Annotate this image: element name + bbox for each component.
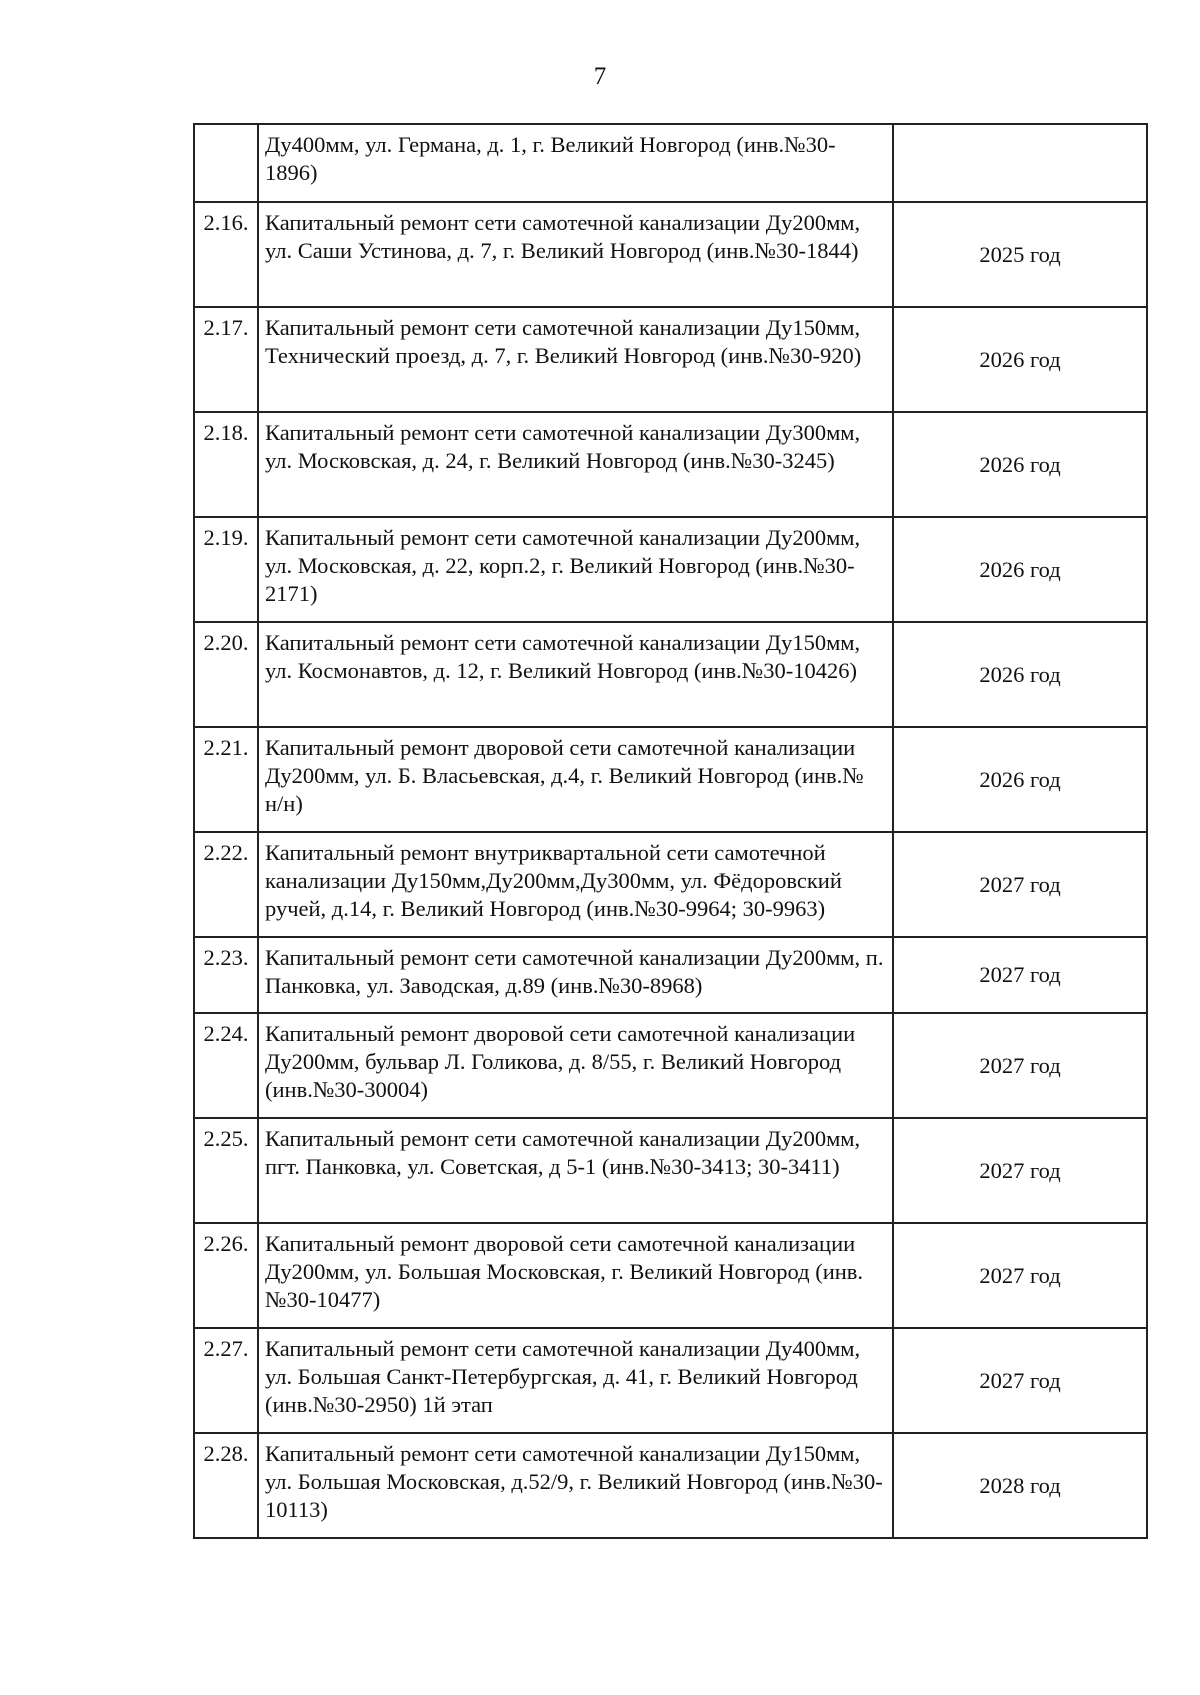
row-description: Капитальный ремонт сети самотечной канализации Ду200мм, ул. Саши Устинова, д. 7, г. Великий Новгород (инв.№30-1844) [258, 202, 893, 307]
row-year: 2027 год [893, 937, 1147, 1013]
row-description: Капитальный ремонт сети самотечной канализации Ду300мм, ул. Московская, д. 24, г. Великий Новгород (инв.№30-3245) [258, 412, 893, 517]
row-year: 2027 год [893, 1118, 1147, 1223]
row-description: Капитальный ремонт сети самотечной канализации Ду200мм, ул. Московская, д. 22, корп.2, г. Великий Новгород (инв.№30-2171) [258, 517, 893, 622]
row-year: 2027 год [893, 1013, 1147, 1118]
row-number: 2.28. [194, 1433, 258, 1538]
row-description: Капитальный ремонт сети самотечной канализации Ду200мм, п. Панковка, ул. Заводская, д.89 (инв.№30-8968) [258, 937, 893, 1013]
row-number: 2.17. [194, 307, 258, 412]
table-row [194, 1433, 1147, 1538]
table-row [194, 1013, 1147, 1118]
row-description: Капитальный ремонт сети самотечной канализации Ду200мм, пгт. Панковка, ул. Советская, д 5-1 (инв.№30-3413; 30-3411) [258, 1118, 893, 1223]
row-description: Капитальный ремонт сети самотечной канализации Ду150мм, ул. Космонавтов, д. 12, г. Великий Новгород (инв.№30-10426) [258, 622, 893, 727]
table-row [194, 937, 1147, 1013]
row-description: Капитальный ремонт дворовой сети самотечной канализации Ду200мм, ул. Большая Московская, г. Великий Новгород (инв.№30-10477) [258, 1223, 893, 1328]
table-row [194, 307, 1147, 412]
row-number: 2.27. [194, 1328, 258, 1433]
row-description: Капитальный ремонт сети самотечной канализации Ду150мм, Технический проезд, д. 7, г. Великий Новгород (инв.№30-920) [258, 307, 893, 412]
row-number: 2.26. [194, 1223, 258, 1328]
row-year: 2027 год [893, 1223, 1147, 1328]
table-row [194, 412, 1147, 517]
row-year: 2026 год [893, 727, 1147, 832]
table-row [194, 1118, 1147, 1223]
table-row [194, 832, 1147, 937]
row-year [893, 124, 1147, 202]
row-number [194, 124, 258, 202]
table-row [194, 1328, 1147, 1433]
table-row [194, 124, 1147, 202]
row-description: Капитальный ремонт дворовой сети самотечной канализации Ду200мм, бульвар Л. Голикова, д. 8/55, г. Великий Новгород (инв.№30-30004) [258, 1013, 893, 1118]
row-year: 2027 год [893, 832, 1147, 937]
row-number: 2.21. [194, 727, 258, 832]
row-number: 2.23. [194, 937, 258, 1013]
row-number: 2.16. [194, 202, 258, 307]
works-table [193, 123, 1148, 1539]
row-number: 2.18. [194, 412, 258, 517]
row-year: 2026 год [893, 517, 1147, 622]
row-description: Капитальный ремонт дворовой сети самотечной канализации Ду200мм, ул. Б. Власьевская, д.4, г. Великий Новгород (инв.№ н/н) [258, 727, 893, 832]
row-description: Капитальный ремонт сети самотечной канализации Ду400мм, ул. Большая Санкт-Петербургская, д. 41, г. Великий Новгород (инв.№30-2950) 1й этап [258, 1328, 893, 1433]
row-year: 2028 год [893, 1433, 1147, 1538]
row-year: 2026 год [893, 307, 1147, 412]
row-year: 2026 год [893, 622, 1147, 727]
row-year: 2025 год [893, 202, 1147, 307]
row-year: 2027 год [893, 1328, 1147, 1433]
table-row [194, 727, 1147, 832]
row-number: 2.20. [194, 622, 258, 727]
row-description: Капитальный ремонт сети самотечной канализации Ду150мм, ул. Большая Московская, д.52/9, г. Великий Новгород (инв.№30-10113) [258, 1433, 893, 1538]
table-row [194, 1223, 1147, 1328]
row-description: Капитальный ремонт внутриквартальной сети самотечной канализации Ду150мм,Ду200мм,Ду300мм, ул. Фёдоровский ручей, д.14, г. Великий Новгород (инв.№30-9964; 30-9963) [258, 832, 893, 937]
row-description: Ду400мм, ул. Германа, д. 1, г. Великий Новгород (инв.№30-1896) [258, 124, 893, 202]
table-row [194, 202, 1147, 307]
row-number: 2.24. [194, 1013, 258, 1118]
table-row [194, 622, 1147, 727]
table-row [194, 517, 1147, 622]
row-number: 2.25. [194, 1118, 258, 1223]
row-year: 2026 год [893, 412, 1147, 517]
row-number: 2.19. [194, 517, 258, 622]
page-number: 7 [593, 63, 607, 90]
row-number: 2.22. [194, 832, 258, 937]
